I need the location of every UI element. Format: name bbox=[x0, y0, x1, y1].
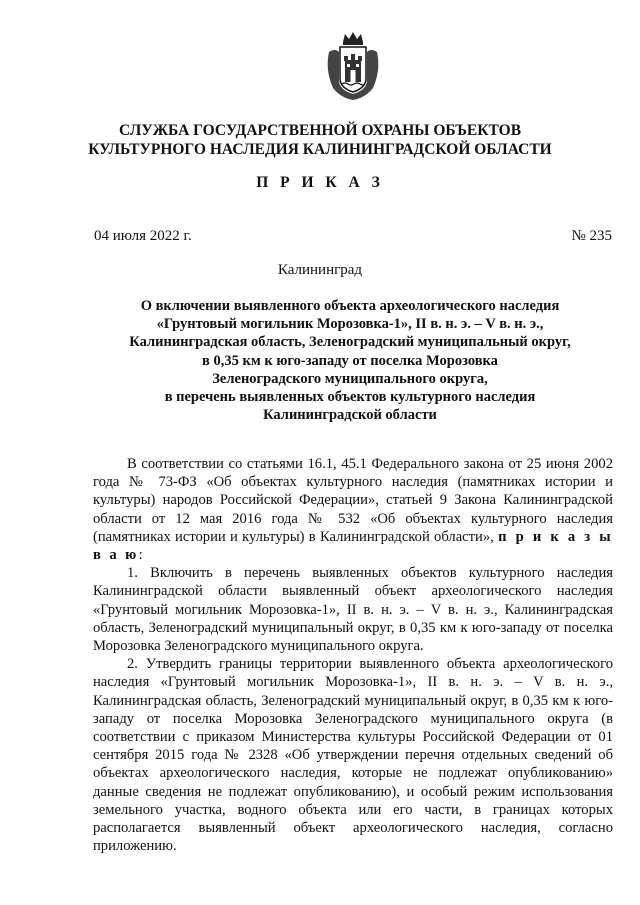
document-title bbox=[90, 297, 610, 424]
item-2-paragraph: 2. Утвердить границы территории выявленного объекта археологического наследия «Грунтовый могильник Морозовка-1», II в. н. э. – V в. н. э., Калининградская область, Зеленоградский муниципальный округ, в 0,35 км к юго-западу от поселка Морозовка Зеленоградского муниципального округа (в соответствии с приказом Министерства культуры Российской Федерации от 01 сентября 2015 года № 2328 «Об утверждении перечня отдельных сведений об объектах археологического наследия, которые не подлежат опубликованию» данные сведения не подлежат опубликованию), и особый режим использования земельного участка, водного объекта или его части, в границах которых располагается выявленный объект археологического наследия, согласно приложению. bbox=[93, 656, 613, 855]
title-line-4: в 0,35 км к юго-западу от поселка Морозовка bbox=[202, 352, 498, 369]
order-word: п р и к а з ы в а ю bbox=[93, 528, 613, 564]
document-city: Калининград bbox=[277, 262, 363, 278]
title-line-3: Калининградская область, Зеленоградский муниципальный округ, bbox=[129, 334, 571, 351]
title-line-5: Зеленоградского муниципального округа, bbox=[212, 370, 488, 387]
intro-text: В соответствии со статьями 16.1, 45.1 Федерального закона от 25 июня 2002 года № 73-ФЗ «Об объектах культурного наследия (памятниках истории и культуры) народов Российской Федерации», статьей 9 Закона Калининградской области от 12 мая 2016 года № 532 «Об объектах культурного наследия (памятниках истории и культуры) в Калининградской области», bbox=[93, 456, 613, 545]
org-line-1: СЛУЖБА ГОСУДАРСТВЕННОЙ ОХРАНЫ ОБЪЕКТОВ bbox=[118, 122, 522, 139]
document-type: П Р И К А З bbox=[256, 174, 384, 191]
organization-name bbox=[60, 121, 580, 159]
intro-paragraph bbox=[93, 455, 613, 564]
title-line-6: в перечень выявленных объектов культурного наследия bbox=[164, 389, 536, 406]
item-1-paragraph: 1. Включить в перечень выявленных объектов культурного наследия Калининградской области выявленный объект археологического наследия «Грунтовый могильник Морозовка-1», II в. н. э. – V в. н. э., Калининградская область, Зеленоградский муниципальный округ, в 0,35 км к юго-западу от поселка Морозовка Зеленоградского муниципального округа. bbox=[93, 565, 613, 655]
title-line-1: О включении выявленного объекта археологического наследия bbox=[140, 298, 560, 314]
coat-of-arms-icon bbox=[323, 30, 383, 102]
document-date: 04 июля 2022 г. bbox=[94, 228, 192, 244]
order-colon: : bbox=[138, 547, 143, 564]
org-line-2: КУЛЬТУРНОГО НАСЛЕДИЯ КАЛИНИНГРАДСКОЙ ОБЛАСТИ bbox=[88, 141, 552, 158]
title-line-7: Калининградской области bbox=[263, 407, 437, 424]
document-number: № 235 bbox=[571, 228, 612, 244]
title-line-2: «Грунтовый могильник Морозовка-1», II в. н. э. – V в. н. э., bbox=[156, 316, 544, 333]
document-body bbox=[93, 455, 613, 855]
